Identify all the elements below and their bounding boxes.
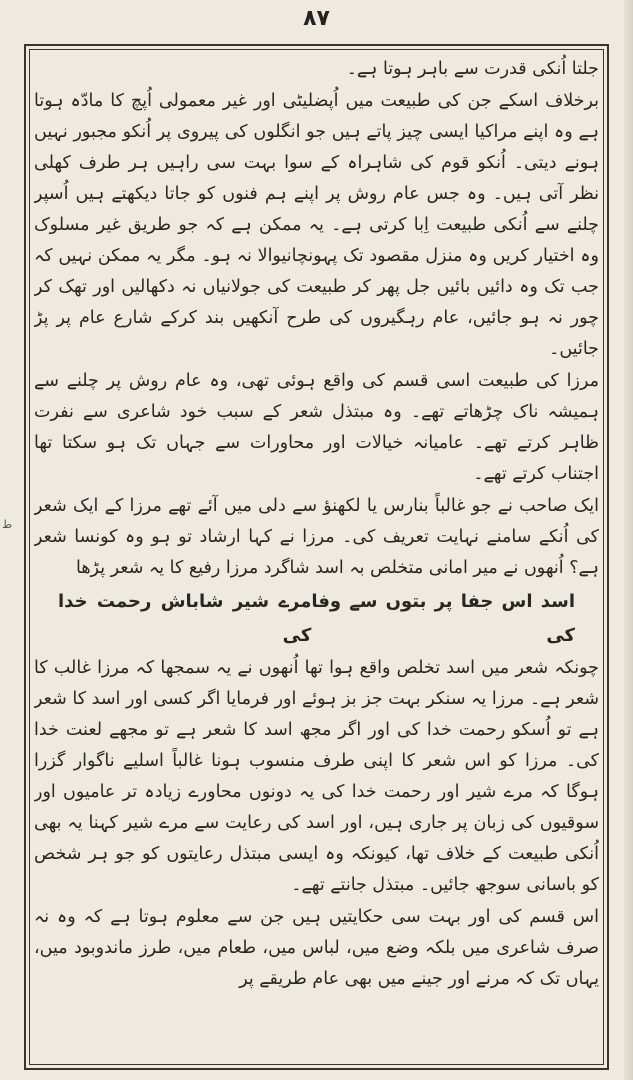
margin-mark: ط (2, 518, 13, 531)
couplet-line-1: اسد اس جفا پر بتوں سے وفا کی (311, 591, 575, 646)
paragraph-6: اس قسم کی اور بہت سی حکایتیں ہیں جن سے معلوم ہوتا ہے کہ وہ نہ صرف شاعری میں بلکہ وضع میں، لباس میں، طعام میں، طرز ماندوبود میں، یہاں تک کہ مرنے اور جینے میں بھی عام طریقے پر (34, 907, 599, 989)
paragraph-3: مرزا کی طبیعت اسی قسم کی واقع ہوئی تھی، وہ عام روش پر چلنے سے ہمیشہ ناک چڑھاتے تھے۔ وہ مبتذل شعر کے سبب خود شاعری سے نفرت ظاہر کرتے تھے۔ عامیانہ خیالات اور محاورات سے جہاں تک ہو سکتا تھا اجتناب کرتے تھے۔ (34, 371, 599, 484)
page-spine-shadow (624, 0, 633, 1080)
body-text (34, 54, 599, 1064)
paragraph-1: جلتا اُنکی قدرت سے باہر ہوتا ہے۔ (346, 59, 599, 79)
page-number: ۸۷ (303, 6, 330, 31)
paragraph-5: چونکہ شعر میں اسد تخلص واقع ہوا تھا اُنھوں نے یہ سمجھا کہ مرزا غالب کا شعر ہے۔ مرزا یہ سنکر بہت جز بز ہوئے اور فرمایا اگر کسی اور اسد کا شعر ہے تو اُسکو رحمت خدا کی اور اگر مجھ اسد کا شعر ہے تو مجھے لعنت خدا کی۔ مرزا کو اس شعر کا اپنی طرف منسوب ہونا غالباً اسلیے ناگوار گزرا ہوگا کہ مرے شیر اور رحمت خدا کی یہ دونوں محاورے زیادہ تر عامیوں اور سوقیوں کی زبان پر جاری ہیں، اور اسد کی رعایت سے مرے شیر کہنا یہ بھی اُنکی طبیعت کے خلاف تھا، کیونکہ وہ ایسی مبتذل رعایتوں کو جو ہر شخص کو باسانی سوجھ جائیں۔ مبتذل جانتے تھے۔ (34, 658, 599, 895)
paragraph-2: برخلاف اسکے جن کی طبیعت میں اُپضلیٹی اور غیر معمولی اُپچ کا مادّہ ہوتا ہے وہ اپنے مراکیا ایسی چیز پاتے ہیں جو انگلوں کی پیروی پر اُنکو مجبور نہیں ہونے دیتی۔ اُنکو قوم کی شاہراہ کے سوا بہت سی راہیں ہر طرف کھلی نظر آتی ہیں۔ وہ جس عام روش پر اپنے ہم فنوں کو جاتا دیکھتے ہیں اُسپر چلنے سے اُنکی طبیعت اِبا کرتی ہے۔ یہ ممکن ہے کہ جو طریق غیر مسلوک وہ اختیار کریں وہ منزل مقصود تک پہونچانیوالا نہ ہو۔ مگر یہ ممکن نہیں کہ جب تک وہ دائیں بائیں جل پھر کر طبیعت کی جولانیاں نہ دکھالیں اور تھک کر چور نہ ہو جائیں، عام رہگیروں کی طرح آنکھیں بند کرکے شارع عام پر پڑ جائیں۔ (34, 91, 599, 359)
couplet-line-2: مرے شیر شاباش رحمت خدا کی (58, 591, 312, 646)
couplet (34, 585, 599, 653)
paragraph-4: ایک صاحب نے جو غالباً بنارس یا لکھنؤ سے دلی میں آئے تھے مرزا کے ایک شعر کی اُنکے سامنے نہایت تعریف کی۔ مرزا نے کہا ارشاد تو ہو وہ کونسا شعر ہے؟ اُنھوں نے میر امانی متخلص بہ اسد شاگرد مرزا رفیع کا یہ شعر پڑھا (34, 496, 599, 578)
